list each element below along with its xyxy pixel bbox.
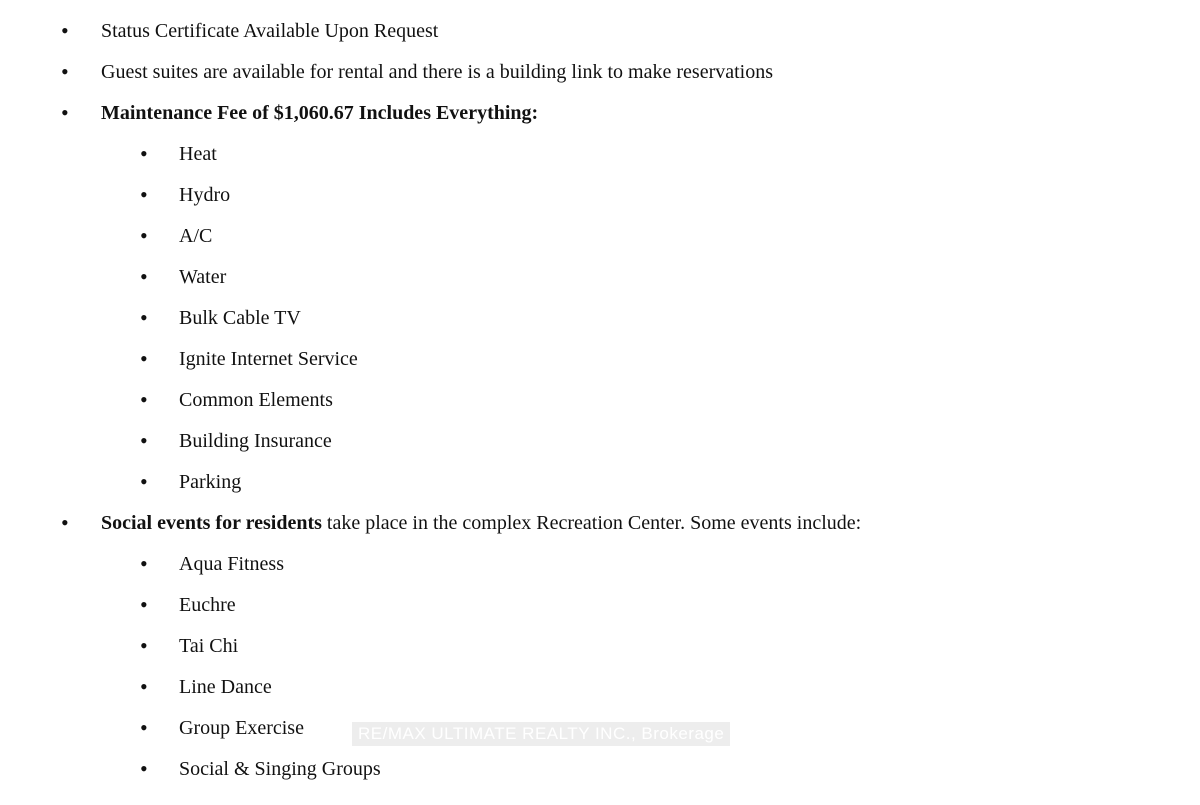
bullet-icon: • bbox=[140, 346, 148, 371]
sub-list-item-text: Line Dance bbox=[179, 676, 272, 698]
sub-list-item-text: Bulk Cable TV bbox=[179, 307, 301, 329]
maintenance-fee-heading: Maintenance Fee of $1,060.67 Includes Everything: bbox=[101, 102, 539, 124]
bullet-icon: • bbox=[140, 182, 148, 207]
bullet-icon: • bbox=[140, 264, 148, 289]
bullet-icon: • bbox=[140, 756, 148, 781]
bullet-icon: • bbox=[140, 592, 148, 617]
list-item-text: Status Certificate Available Upon Request bbox=[101, 20, 439, 42]
sub-list-item-text: A/C bbox=[179, 225, 213, 247]
bullet-icon: • bbox=[140, 428, 148, 453]
sub-list-item-text: Hydro bbox=[179, 184, 231, 206]
bullet-icon: • bbox=[140, 305, 148, 330]
bullet-icon: • bbox=[61, 18, 69, 43]
list-item-text: Guest suites are available for rental and there is a building link to make reservations bbox=[101, 61, 774, 83]
social-events-bold-text: Social events for residents bbox=[101, 512, 322, 534]
bullet-icon: • bbox=[61, 59, 69, 84]
bullet-icon: • bbox=[61, 100, 69, 125]
sub-list-item-text: Aqua Fitness bbox=[179, 553, 284, 575]
bullet-icon: • bbox=[140, 551, 148, 576]
sub-list-item-text: Tai Chi bbox=[179, 635, 239, 657]
sub-list-item-text: Ignite Internet Service bbox=[179, 348, 358, 370]
sub-list-item-text: Group Exercise bbox=[179, 717, 304, 739]
bullet-icon: • bbox=[140, 633, 148, 658]
sub-list-item-text: Parking bbox=[179, 471, 242, 493]
brokerage-watermark: RE/MAX ULTIMATE REALTY INC., Brokerage bbox=[352, 722, 730, 746]
bullet-icon: • bbox=[140, 141, 148, 166]
list-item-text bbox=[101, 508, 861, 538]
social-events-text: take place in the complex Recreation Center. Some events include: bbox=[321, 512, 862, 534]
sub-list-item-text: Social & Singing Groups bbox=[179, 758, 381, 780]
bullet-icon: • bbox=[140, 715, 148, 740]
bullet-icon: • bbox=[61, 510, 69, 535]
bullet-icon: • bbox=[140, 469, 148, 494]
sub-list-item-text: Euchre bbox=[179, 594, 236, 616]
sub-list-item-text: Water bbox=[179, 266, 227, 288]
sub-list-item-text: Heat bbox=[179, 143, 217, 165]
bullet-icon: • bbox=[140, 674, 148, 699]
sub-list-item-text: Common Elements bbox=[179, 389, 333, 411]
bullet-icon: • bbox=[140, 387, 148, 412]
sub-list-item-text: Building Insurance bbox=[179, 430, 332, 452]
bullet-icon: • bbox=[140, 223, 148, 248]
